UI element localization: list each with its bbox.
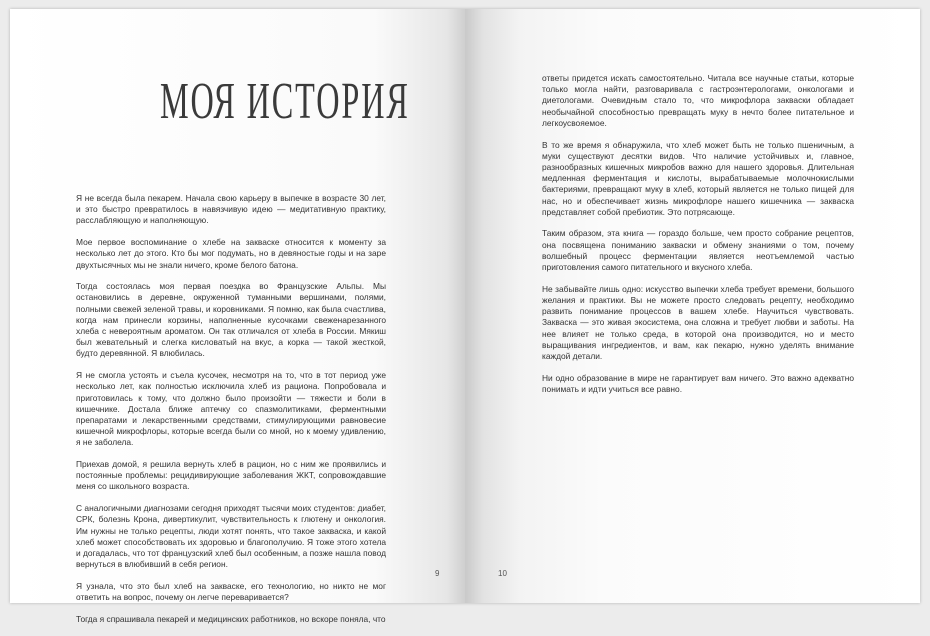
paragraph: Ни одно образование в мире не гарантирует вам ничего. Это важно адекватно понимать и идти учиться все равно. <box>542 372 854 394</box>
paragraph: Тогда состоялась моя первая поездка во Французские Альпы. Мы остановились в деревне, окруженной туманными вершинами, полями, полными свежей зеленой травы, и коровниками. Я помню, как была счастлива, когда нам принесли корзины, наполненные кусочками свеженарезанного хлеба с невероятным ароматом. Он так отличался от хлеба в России. Мякиш был жевательный и слегка кисловатый на вкус, а корка — такой жесткой, будто деревянной. Я влюбилась. <box>76 281 386 359</box>
paragraph: Я не всегда была пекарем. Начала свою карьеру в выпечке в возрасте 30 лет, и это быстро превратилось в навязчивую идею — медитативную практику, расслабляющую и наполняющую. <box>76 193 386 226</box>
paragraph: Тогда я спрашивала пекарей и медицинских работников, но вскоре поняла, что <box>76 613 386 624</box>
paragraph: Приехав домой, я решила вернуть хлеб в рацион, но с ним же проявились и постоянные проблемы: рецидивирующие заболевания ЖКТ, сопровождавшие меня со школьного возраста. <box>76 459 386 492</box>
right-page <box>465 9 920 603</box>
paragraph: Я не смогла устоять и съела кусочек, несмотря на то, что в тот период уже несколько лет, как полностью исключила хлеб из рациона. Попробовала и приготовилась к тому, что должно было произойти — тяжести и боли в кишечнике. Достала ближе аптечку со спазмолитиками, ферментными препаратами и лекарственными средствами, стимулирующими равновесие кишечной микрофлоры, которые всегда были со мной, но к моему удивлению, я не заболела. <box>76 370 386 448</box>
book-spread <box>10 9 920 624</box>
left-page-body <box>76 193 386 636</box>
paragraph: Таким образом, эта книга — гораздо больше, чем просто собрание рецептов, она посвящена пониманию закваски и обмену знаниями о том, почему волшебный процесс ферментации является неотъемлемой частью приготовления самого питательного и вкусного хлеба. <box>542 228 854 273</box>
left-page <box>10 9 465 624</box>
chapter-title: МОЯ ИСТОРИЯ <box>160 73 410 130</box>
paragraph: ответы придется искать самостоятельно. Читала все научные статьи, которые только могла найти, разговаривала с гастроэнтерологами, онкологами и диетологами. Очевидным стало то, что микрофлора закваски обладает необычайной способностью превращать муку в нечто более питательное и легкоусвояемое. <box>542 73 854 128</box>
page-number: 9 <box>435 569 440 578</box>
paragraph: С аналогичными диагнозами сегодня приходят тысячи моих студентов: диабет, СРК, болезнь Крона, дивертикулит, чувствительность к глютену и онкология. Им нужны не только рецепты, люди хотят понять, что такое закваска, и какой хлеб может способствовать их здоровью и благополучию. Я тоже этого хотела и догадалась, что тот французский хлеб был особенным, а позже нашла повод вернуться в влюбивший в себя регион. <box>76 503 386 570</box>
right-page-body <box>542 73 854 406</box>
paragraph: В то же время я обнаружила, что хлеб может быть не только пшеничным, а муки существуют десятки видов. Что наличие устойчивых и, главное, разнообразных кишечных микробов важно для нашего здоровья. Длительная медленная ферментация и кислоты, вырабатываемые молочнокислыми бактериями, превращают муку в хлеб, который является не только пищей для нас, но и обеспечивает жизнь микрофлоре нашего кишечника — закваска представляет собой пребиотик. Это потрясающе. <box>542 139 854 217</box>
paragraph: Я узнала, что это был хлеб на закваске, его технологию, но никто не мог ответить на вопрос, почему он легче переваривается? <box>76 580 386 603</box>
paragraph: Мое первое воспоминание о хлебе на закваске относится к моменту за несколько лет до этого. Кто бы мог подумать, но в девяностые годы и на заре двухтысячных мы не знали ничего, кроме белого батона. <box>76 237 386 270</box>
paragraph: Не забывайте лишь одно: искусство выпечки хлеба требует времени, большого желания и практики. Вы не можете просто следовать рецепту, необходимо развить понимание процессов в вашем хлебе. Научиться чувствовать. Закваска — это живая экосистема, она сложна и требует любви и заботы. На нее влияет не только среда, в которой она производится, но и место выращивания ингредиентов, и вам, как пекарю, нужно уделять внимание каждой детали. <box>542 283 854 361</box>
page-number: 10 <box>498 569 507 578</box>
